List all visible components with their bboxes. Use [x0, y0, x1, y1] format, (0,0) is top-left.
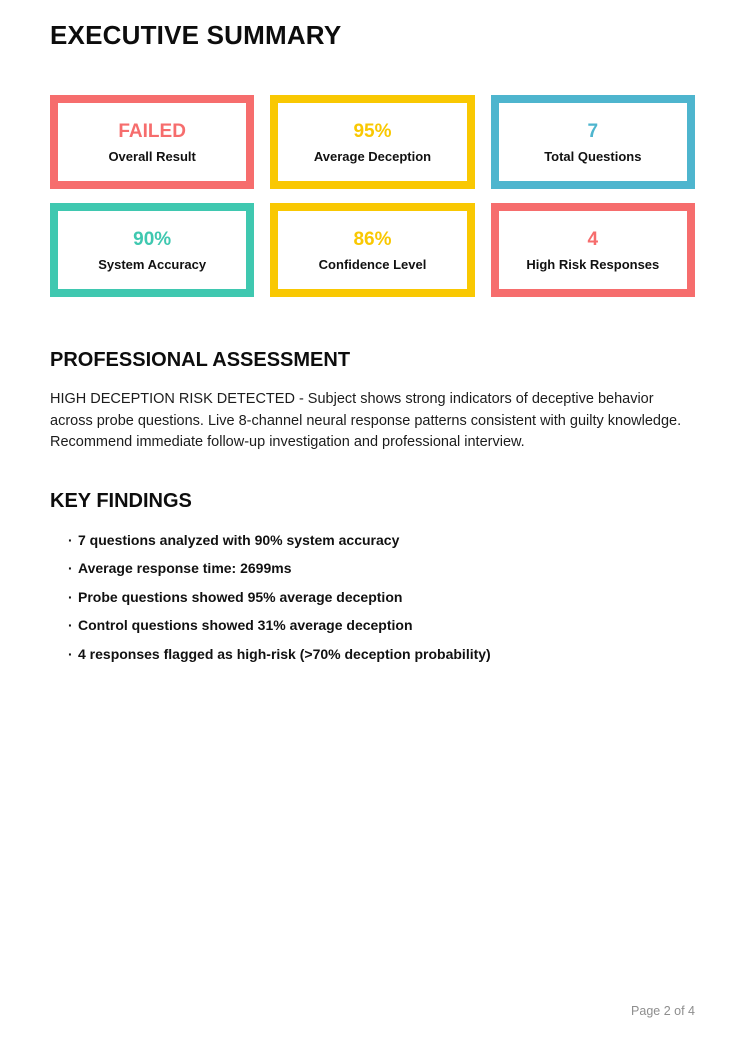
stat-card — [491, 95, 695, 189]
finding-item — [68, 590, 695, 604]
summary-stat-grid — [50, 95, 695, 297]
bullet-dot: · — [68, 560, 73, 576]
stat-label: Confidence Level — [318, 256, 427, 272]
stat-value: 7 — [587, 120, 599, 142]
stat-value: 4 — [587, 228, 599, 250]
stat-card — [50, 203, 254, 297]
finding-text: 4 responses flagged as high-risk (>70% deception probability) — [78, 645, 491, 662]
page-title: EXECUTIVE SUMMARY — [50, 20, 342, 50]
stat-value: 90% — [133, 228, 172, 250]
key-findings-list — [50, 533, 695, 661]
stat-value: 95% — [353, 120, 392, 142]
finding-text: 7 questions analyzed with 90% system accuracy — [78, 531, 400, 548]
finding-text: Probe questions showed 95% average deception — [78, 588, 403, 605]
stat-value: FAILED — [118, 120, 186, 142]
stat-label: High Risk Responses — [526, 256, 660, 272]
bullet-dot: · — [68, 617, 73, 633]
stat-label: System Accuracy — [98, 256, 207, 272]
key-findings-heading: KEY FINDINGS — [50, 489, 192, 512]
finding-item — [68, 618, 695, 632]
bullet-dot: · — [68, 531, 73, 548]
professional-assessment-body: HIGH DECEPTION RISK DETECTED - Subject shows strong indicators of deceptive behavior across probe questions. Live 8-channel neural response patterns consistent with guilty knowledge. Recommend immediate follow-up investigation and professional interview. — [50, 391, 682, 450]
stat-card — [270, 95, 474, 189]
stat-label: Overall Result — [108, 148, 196, 164]
stat-card — [270, 203, 474, 297]
finding-item — [68, 533, 695, 547]
stat-label: Total Questions — [544, 148, 642, 164]
stat-label: Average Deception — [313, 148, 432, 164]
finding-item — [68, 647, 695, 661]
finding-text: Average response time: 2699ms — [78, 560, 292, 576]
professional-assessment-heading: PROFESSIONAL ASSESSMENT — [50, 349, 351, 371]
bullet-dot: · — [68, 645, 73, 662]
bullet-dot: · — [68, 588, 73, 605]
finding-item — [68, 561, 695, 575]
stat-card — [491, 203, 695, 297]
stat-value: 86% — [353, 228, 392, 250]
page-number: Page 2 of 4 — [631, 1004, 695, 1018]
finding-text: Control questions showed 31% average deception — [78, 617, 413, 633]
stat-card — [50, 95, 254, 189]
